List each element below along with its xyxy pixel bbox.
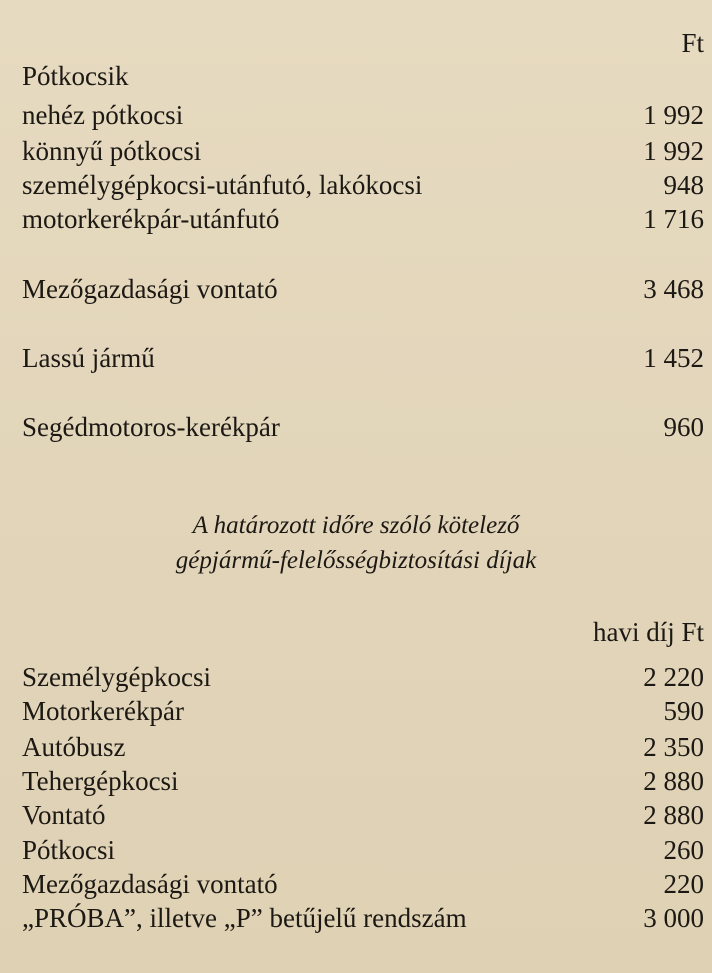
- row-value: 260: [663, 835, 704, 865]
- group-heading-potkocsik: Pótkocsik: [22, 61, 129, 91]
- table-row: [22, 202, 704, 236]
- table-row: [22, 168, 704, 202]
- table-row: [22, 410, 704, 444]
- row-value: 3 468: [643, 274, 704, 304]
- row-label: Mezőgazdasági vontató: [22, 869, 278, 899]
- row-label: Mezőgazdasági vontató: [22, 274, 278, 304]
- row-value: 3 000: [643, 903, 704, 933]
- row-label: Tehergépkocsi: [22, 766, 179, 796]
- row-value: 1 452: [643, 343, 704, 373]
- row-value: 2 220: [643, 662, 704, 692]
- table-row: [22, 341, 704, 375]
- table-row: [22, 798, 704, 832]
- table-row: [22, 694, 704, 728]
- row-value: 960: [663, 412, 704, 442]
- table-row: [22, 764, 704, 798]
- row-label: Vontató: [22, 800, 106, 830]
- row-value: 2 880: [643, 766, 704, 796]
- table-row: [22, 272, 704, 306]
- row-label: Pótkocsi: [22, 835, 116, 865]
- row-label: motorkerékpár-utánfutó: [22, 204, 280, 234]
- row-label: könnyű pótkocsi: [22, 136, 202, 166]
- row-label: Személygépkocsi: [22, 662, 211, 692]
- row-label: nehéz pótkocsi: [22, 100, 184, 130]
- row-label: Lassú jármű: [22, 343, 155, 373]
- row-label: Segédmotoros-kerékpár: [22, 412, 280, 442]
- table-row: [22, 901, 704, 935]
- table-row: [22, 134, 704, 168]
- row-label: személygépkocsi-utánfutó, lakókocsi: [22, 170, 423, 200]
- table-row: [22, 833, 704, 867]
- unit-header-ft: Ft: [681, 28, 704, 58]
- table-row: [22, 98, 704, 132]
- row-value: 1 992: [643, 100, 704, 130]
- row-value: 948: [663, 170, 704, 200]
- row-value: 2 880: [643, 800, 704, 830]
- row-label: „PRÓBA”, illetve „P” betűjelű rendszám: [22, 903, 467, 933]
- section-title-line-2: gépjármű-felelősségbiztosítási díjak: [175, 547, 537, 574]
- row-value: 590: [663, 696, 704, 726]
- row-value: 2 350: [643, 732, 704, 762]
- row-value: 1 716: [643, 204, 704, 234]
- row-value: 1 992: [643, 136, 704, 166]
- unit-header-havi-dij: havi díj Ft: [592, 617, 704, 647]
- row-label: Autóbusz: [22, 732, 126, 762]
- row-value: 220: [663, 869, 704, 899]
- row-label: Motorkerékpár: [22, 696, 184, 726]
- section-title-line-1: A határozott időre szóló kötelező: [192, 512, 520, 539]
- table-row: [22, 730, 704, 764]
- table-row: [22, 867, 704, 901]
- table-row: [22, 660, 704, 694]
